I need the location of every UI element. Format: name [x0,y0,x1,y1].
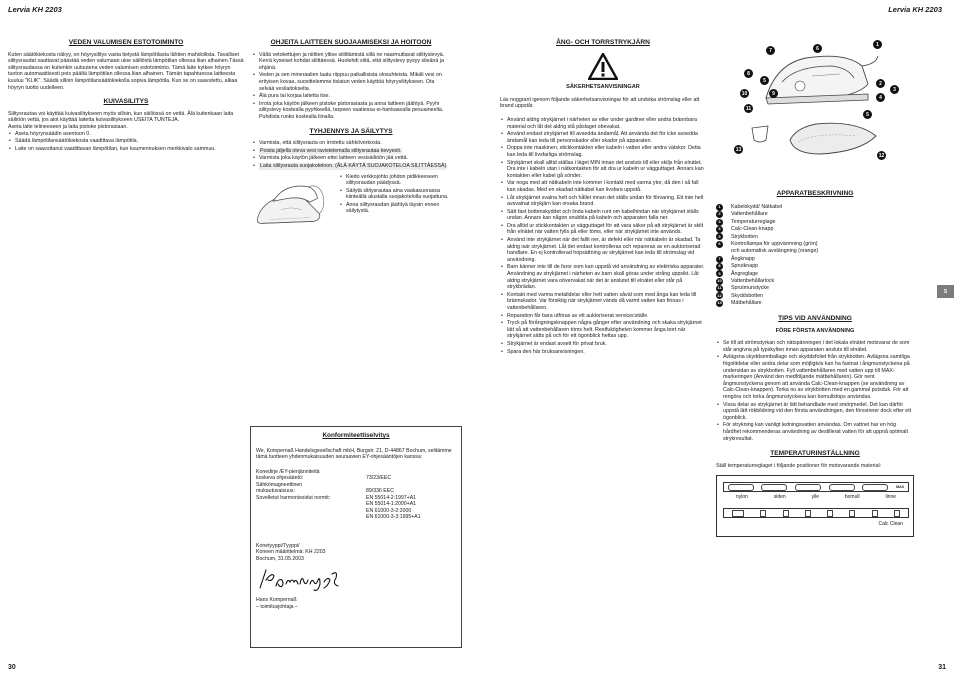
list-item: • Sätt fast bottenskyddet och linda kabeln runt om kabelhindan när strykjärnet ställs undan. Annars kan någon snubbla på kabeln och apparaten falla ner. [507,209,706,222]
list-item: 7 Ångknapp [716,255,914,262]
dial-max-label: MAX [896,485,905,490]
list-item: • Använd aldrig strykjärnet i närheten av eller under gardiner eller andra brännbara material och låt det aldrig stå påslaget obevakat. [507,117,706,130]
declaration-intro: We, Kompernaß Handelsgesellschaft mbH, Burgstr. 21, D-44867 Bochum, selitämme tämä tuotteen yhdenmukaisuuden seuraavien EY-ohjesääntöjen kanssa: [256,447,452,460]
temperature-dial [716,475,914,537]
list-item: 9 Ångreglage [716,270,914,277]
list-item: • Strykjärnet är endast avsett för privat bruk. [507,341,706,348]
right-page-header: Lervia KH 2203 [888,5,942,14]
list-item: 3 Temperaturreglage [716,218,914,225]
callout-5b: 5 [863,110,872,119]
callout-3: 3 [890,85,899,94]
callout-7: 7 [766,46,775,55]
callout-1: 1 [873,40,882,49]
signature [256,566,346,594]
right-col1 [500,40,706,359]
list-item: • Laita silitysrauta suojakoteloon. (ÄLÄ KÄYTÄ SUOJAKOTELOA SILITTÄESSÄ) [259,163,450,170]
iron-figure [735,36,896,166]
callout-4: 4 [876,93,885,102]
list-item: • Varmista joka käytön jälkeen ettei laitteen vesisäiliöön jää vettä. [259,155,450,162]
list-item: • Var noga med att nätkabeln inte kommer i kontakt med varma ytor, då den i så fall kan skadas. Med en skadad nätkabel kan livsfara uppstå. [507,180,706,193]
declaration-directives [256,469,456,521]
care-heading: OHJEITA LAITTEEN SUOJAAMISEKSI JA HOITOON [270,39,432,46]
dial-labels [723,494,909,501]
steam-iron-heading: ÅNG- OCH TORRSTRYKJÄRN [556,39,650,46]
parts-list [716,204,914,307]
list-item: • Säilytä silitysrautaa aina vaakasuorassa kiinteällä alustalla suojakotelolla suojattuna. [346,188,450,201]
left-page-header: Lervia KH 2203 [8,5,62,14]
signer-role: – toimitusjohtaja – [256,603,298,610]
list-item: • Kiedo verkkojohto johdon pidikkeeseen silitysraudan päädyssä. [346,174,450,187]
callout-10: 10 [741,90,748,97]
list-item: • Veden ja sen mineraalien laatu riippuu paikallisista olosuhteista. Mikäli vesi on erityisen kovaa, suosittelemme tislatun veden käyttöä höyrysilitykseen. Ota selvää vesilaitokselta. [259,72,450,92]
list-item: • Vältä vetokettujen ja niittien yltise siilittämistä sillä ne naarmuttavat siilityslevyä. Kerrä kyseiset kohdat silittäessä. Huolehdi siitä, että silityslevy pysyy sileänä ja ehjänä. [259,52,450,72]
dry-ironing-text: Silitysrautaa voi käyttää kuivasilitykseen myös silloin, kun säiliössä on vettä. Älä kuitenkaan laita säiliöön vettä, jos aiot käyttää laitetta kuivasilitykseen USEITA TUNTEJA. [8,110,234,124]
list-item: 6 Kontrollampa för uppvärmning (grön) [716,241,914,248]
list-item: • Anna silitysraudan jäähtyä täysin ennen säilytystä. [346,202,450,215]
dry-ironing-note: Aseta laite telineeseen ja laita pistoke pistorasiaan. [8,123,128,130]
temperature-heading: TEMPERATURINSTÄLLNING [770,450,860,458]
dial-label-siden: siden [773,494,786,501]
list-item: 11 Sprutmunstycke [717,285,769,292]
list-item: • Se till att strömstyrkan och nätspänningen i det lokala elnätet motsvarar de som står angivna på typskylten innan apparaten ansluts till elnätet. [723,340,914,353]
dial-label-ylle: ylle [811,494,820,501]
safety-intro: Läs noggrant igenom följande säkerhetsanvisningar för att undvika strömslag eller att brand uppstår. [500,96,700,110]
list-item: • Älä pura tai korjaa laitetta itse. [259,93,450,100]
list-item: • Vissa delar av strykjärnet är lätt behandlade med smörjmedel. Det kan därför uppstå lätt rökbildning vid den första användningen, den försvinner dock efter ett ögonblick. [723,402,914,422]
water-stop-heading: VEDEN VALUMISEN ESTOTOIMINTO [68,39,184,46]
declaration-type-block: Konetyyppi/Tyyppi/ Koneen määrittelmä: KH 2203 Bochum, 31.05.2003 [256,542,326,562]
list-item: 1 Kabelskydd/ Nätkabel [716,204,914,211]
list-item: • Doppa inte maskinen, stickkontakten eller kabeln i vatten eller andra vätskor. Detta kan leda till livsfarliga strömslag. [507,145,706,158]
list-item: • För strykning kan vanligt ledningsvatten användas. Om vattnet har en hög hårdhet rekommenderas användning av destillerat vatten för att uppnå optimalt strykresultat. [723,422,914,442]
right-col2 [716,191,914,537]
list-item: • Spara den här bruksanvisningen. [507,349,706,356]
list-item: • Laite on saavuttanut vaadittavan lämpötilan, kun kuumennuksen merkkivalo sammuu. [15,146,244,153]
list-item: • Reparation får bara utföras av ett auktoriserat servicecställe. [507,313,706,320]
list-item: • Kontakt med varma metalldelar eller hett vatten såväl som med ånga kan leda till brännskador. Var försiktig när strykjärnet vänds då varmt vatten kan finnas i vattenbehållaren. [507,292,706,312]
list-item: 10 Vattenbehållarlock [717,277,775,284]
list-item: 13 Mätbehållare [717,300,762,307]
left-page-number: 30 [8,664,16,671]
storage-list [252,140,450,169]
right-page-number: 31 [938,664,946,671]
list-item: • Tryck på förångningsknappen några gånger efter användning och skaka strykjärnet lätt så att vattenbehållaren töms helt. Restfuktigheten kommer ånga bort när strykjärnet sätts på och för ett ögonblick hettas upp. [507,320,706,340]
language-tab: S [937,285,954,298]
table-row: mukautuvaisuus: 89/336 EEC [256,488,394,494]
iron-storage-illustration [252,174,331,238]
declaration-box [250,426,462,648]
callout-13: 13 [735,146,742,153]
list-item: 8 Sprutknapp [716,263,914,270]
water-stop-text: Kuten säätökiekosta näkyy, on höyrysilitys vasta tietystä lämpötilasta lähtien mahdollista. Tavalliset silitysraudat saattavat päästää veden valumaan uloe säiliöstä lämpötilan ollessa liian alhainen.Tässä silitysraudassa on kuitenkin uutuutena veden valumisen estotoiminto. Tämä laite kytkee höyryn tuoton automaattisesti pois päältä lämpötilan ollessa liian alhainen. Tämän tapahtuessa laitteesta kuuluu "KLIK". Säädä silloin lämpötilansäätökiekolla sopiva lämpötila. Kun se on saavutettu, alkaa höyryn tuotto uudelleen. [8,51,244,91]
list-item: • Dra alltid ur stickkontakten ur vägguttaget för att vara säker på att strykjärnet är skilt från elnätet när vatten fylls på eller töms, eller när strykjärnet inte används. [507,223,706,236]
care-list [252,52,450,121]
tips-list [716,340,914,442]
temperature-intro: Ställ temperaturreglaget i följande positioner för motsvarande material: [716,462,882,469]
list-item: • Använd endast strykjärnet till avsedda ändamål. Att använda det för icke avsedda ändamål kan leda till personskador eller skador på apparaten. [507,131,706,144]
storage-heading: TYHJENNYS JA SÄILYTYS [309,127,393,135]
warning-icon [588,53,618,80]
left-col1 [8,40,244,156]
list-item: • Låt strykjärnet svalna helt och hållet innan det ställs undan för förvaring. Ett inte helt avsvalnat strykjärn kan orsaka brand. [507,195,706,208]
declaration-title: Konformiteettiselvitys [322,432,390,439]
list-item: • Använd inte strykjärnet när det fallit ner, är defekt eller när nätkabeln är skadad. Ta aldrig isär strykjärnet. Låt det endast kontrolleras och repareras av en auktoriserad handlare. En ej kontrollerad hopsättning av strykjärnet kan leda till strömslag vid användning. [507,237,706,263]
list-item: • Irrota joka käytön jälkeen pistoke pistorasiasta ja anna laitteen jäähtyä. Pyyhi silityslevy kostealla pyyhkeellä, tarpeen vaatiessa ei-hankaavalla pesuaineella. Puhdista runko kostealla liinalla. [259,101,450,121]
callout-5: 5 [760,76,769,85]
list-item: 4 Calc-Clean-knapp [716,226,914,233]
list-item: • Poista jäljellä oleva vesi ravistelemalla silitysrautaa kevyesti. [259,148,450,155]
table-row: Konedirje /EY-pienjänniteitä [256,468,320,475]
list-item: • Strykjärnet skall alltid ställas i läget MIN innan det ansluts till eller skiljs från elnätet. Dra inte i kabeln utan i nätkontakten för att dra ur kabeln ur vägguttaget. Annars kan kontakten eller kabel gå sönder. [507,160,706,180]
before-first-use-heading: FÖRE FÖRSTA ANVÄNDNING [775,327,855,334]
table-row: EN 61000-3-2:2000 [366,507,412,514]
dry-ironing-heading: KUIVASILITYS [103,98,149,106]
usage-tips-heading: TIPS VID ANVÄNDNING [778,315,852,323]
callout-6: 6 [813,44,822,53]
list-item: • Barn känner inte till de faror som kan uppstå vid användning av elektriska apparater. Användning av strykjärnet i närheten av barn skall göras under strång uppsikt. Låt aldrig strykjärnet vara oövervakat när det är anslutet till elnätet eller står på strykbrädan. [507,264,706,290]
table-row: koskeva ohjesääntö: 73/23/EEC [256,475,392,481]
table-row: EN 61000-3-3:1995+A1 [366,514,421,520]
table-row: Sovelletut harmonisoidut normit: EN 55014-2:1997+A1 [256,494,417,501]
dial-scale [723,508,909,518]
callout-11: 11 [745,105,752,112]
dial-calc-clean-label: Calc Clean [878,521,903,528]
list-item: • Aseta höyrynsäädin asentoon 0. [15,131,244,138]
signer-name: Hans Kompernaß [256,597,297,603]
dial-label-nylon: nylon [735,494,748,501]
callout-8: 8 [744,69,753,78]
table-row: Sähkömagneettinen [256,481,303,488]
callout-12: 12 [878,152,885,159]
list-item: • Avlägsna skyddsemballage och skyddsfoliet från strykbotten. Avlägsna samtliga frigolitdelar eller andra delar som möjligtvis kan ha fastnat i ångmunstyckena på undersidan av strykbotten. Fyll vattenbehållaren med vatten upp till MAX-markeringen (Använd den medföljande mätbehållaren). Gör nent ångmunstyckena genom att använda Calc-Clean-knappen (se användning av Calc-Clean-knappen). Torka nu av strykbotten med en gammal putsduk. För att rengöra och torka ångmunstyckena kan bomullstops användas. [723,354,914,400]
safety-list [500,117,706,355]
table-row: EN 55014-1:2000+A1 [366,501,417,507]
left-col2 [252,40,450,238]
list-item: 12 Skyddsbotten [717,292,764,299]
safety-heading: SÄKERHETSANVISNINGAR [566,84,640,91]
callout-2: 2 [876,79,885,88]
list-item: och automatisk avstängning (orange) [731,248,819,255]
dry-ironing-steps [8,131,244,153]
list-item: 2 Vattenbehållare [716,211,914,218]
storage-list-2 [339,174,450,234]
device-description-heading: APPARATBESKRIVNING [776,190,854,197]
list-item: • Varmista, että silitysrauta on irrotettu sähköverkosta. [259,140,450,147]
list-item: • Säädä lämpötilansäätökiekosta vaadittava lämpötila. [15,138,244,145]
dial-track [723,482,909,492]
dial-label-linne: linne [885,494,897,501]
dial-label-bomull: bomull [844,494,860,501]
callout-9: 9 [769,89,778,98]
list-item: 5 Strykbotten [716,233,914,240]
iron-drawing [736,36,886,166]
